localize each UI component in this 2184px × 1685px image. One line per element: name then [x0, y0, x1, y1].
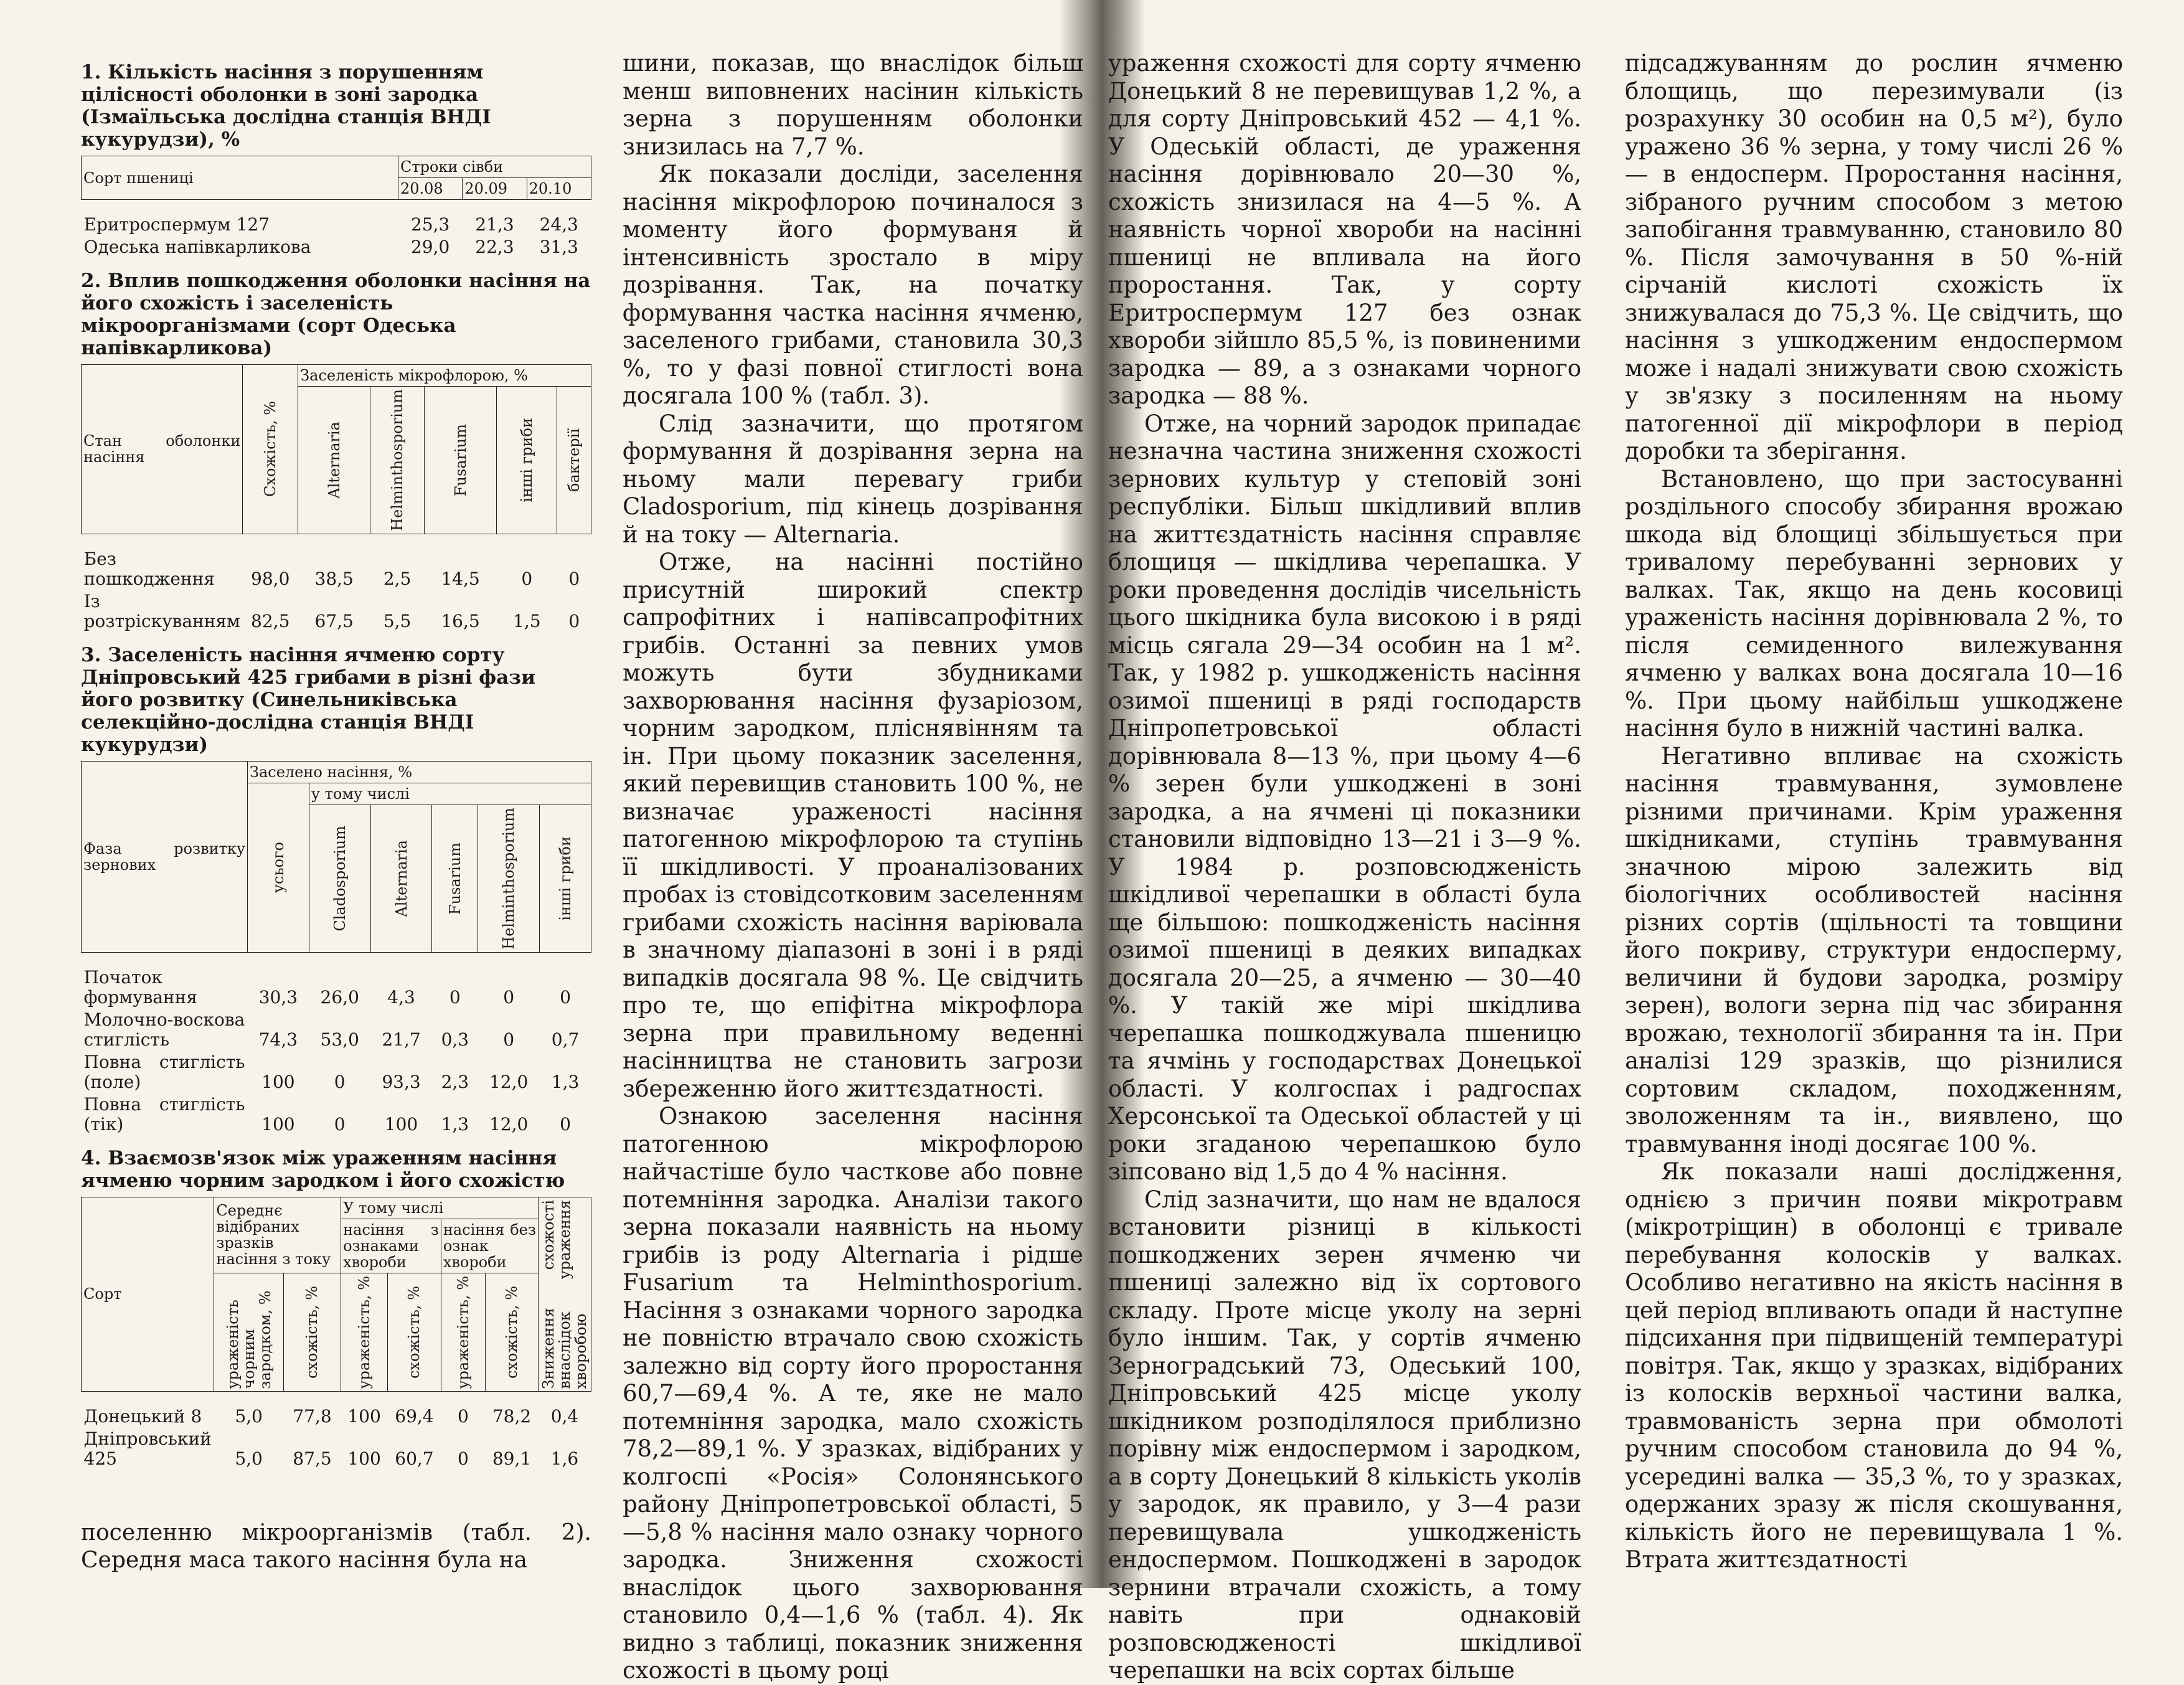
table4-header-sort: Сорт [82, 1197, 214, 1392]
cell: 0 [568, 610, 580, 631]
paragraph: Отже, на чорний зародок припадає незначна частина зниження схожості зернових культур у степовій зоні республіки. Більш шкідливий вплив на життєздатність насіння справляє блощиця — шкідлива черепашка. У роки проведення дослідів чисельність цього шкідника була високою і в ряді місць сягала 29—34 особин на 1 м². Так, у 1982 р. ушкодженість насіння озимої пшениці в ряді господарств Дніпропетровської області дорівнювала 8—13 %, при цьому 4—6 % зерен були ушкоджені в зоні зародка, а на ячмені ці показники становили відповідно 13—21 і 3—9 %. У 1984 р. розповсюдженість шкідливої черепашки в області була ще більшою: пошкодженість насіння озимої пшениці в деяких випадках досягала 20—25, а ячменю — 30—40 %. У такій же мірі шкідлива черепашка пошкоджувала пшеницю та ячмінь у господарствах Донецької області. У колгоспах і радгоспах Херсонської та Одеської областей у ці роки згаданою черепашкою було зіпсовано від 1,5 до 4 % насіння. [1108, 410, 1581, 1185]
paragraph: Отже, на насінні постійно присутній широкий спектр сапрофітних і напівсапрофітних грибів. Останні за певних умов можуть бути збудниками захворювання насіння фузаріозом, чорним зародком, пліснявінням та ін. При цьому показник заселення, який перевищив становить 100 %, не визначає ураженості насіння патогенною мікрофлорою та ступінь її шкідливості. У проаналізованих пробах із стовідсотковим заселенням грибами схожість насіння варіювала в значному діапазоні в зоні і в ряді випадків досягала 98 %. Це свідчить про те, що епіфітна мікрофлора зерна при правильному веденні насінництва не становить загрози збереженню його життєздатності. [623, 549, 1083, 1102]
table3-title: 3. Заселеність насіння ячменю сорту Дніпровський 425 грибами в різні фази його розвитку (Синельниківська селекційно-дослідна станція ВНДІ кукурудзи) [81, 643, 535, 756]
row-label: Повна стиглість (тік) [83, 1093, 245, 1135]
cell: 0,3 [441, 1029, 469, 1050]
table4-header-without: насіння без ознак хвороби [441, 1219, 538, 1273]
table1-date: 20.10 [527, 178, 591, 200]
row-label: Одеська напівкарликова [83, 237, 311, 257]
cell: 74,3 [258, 1029, 298, 1050]
row-label: Повна стиглість (поле) [83, 1051, 245, 1092]
cell: 5,5 [383, 610, 412, 631]
table2-header-germ: Схожість, % [261, 401, 280, 498]
table1-header-dates: Строки сівби [398, 156, 591, 178]
cell: 0 [458, 1448, 469, 1470]
cell: 0,4 [550, 1406, 579, 1427]
table1-title: 1. Кількість насіння з порушенням цілісності оболонки в зоні зародка (Ізмаїльська дослідна станція ВНДІ кукурудзи), % [81, 61, 491, 151]
table2 [81, 364, 591, 633]
cell: 14,5 [441, 568, 480, 589]
table3 [81, 761, 591, 1136]
cell: 100 [384, 1113, 418, 1135]
cell: 98,0 [251, 568, 290, 589]
cell: 5,0 [235, 1406, 263, 1427]
cell: 12,0 [489, 1071, 529, 1092]
cell: 82,5 [251, 610, 290, 631]
table4-title: 4. Взаємозв'язок між ураженням насіння ячменю чорним зародком і його схожістю [81, 1146, 565, 1192]
row-label: Молочно-воскова стиглість [83, 1009, 245, 1050]
table-row [82, 1009, 591, 1051]
table4-header-drop: Зниження схожості внаслідок ураження хворобою [539, 1199, 590, 1389]
cell: 0,7 [551, 1029, 580, 1050]
cell: 1,6 [550, 1448, 579, 1470]
paragraph: шини, показав, що внаслідок більш менш виповнених насінин кількість зерна з порушенням оболонки знизилась на 7,7 %. [623, 50, 1083, 160]
table-row [82, 590, 591, 633]
table4-col: схожість, % [303, 1285, 321, 1379]
cell: 1,5 [513, 610, 541, 631]
paragraph: ураження схожості для сорту ячменю Донецький 8 не перевищував 1,2 %, а для сорту Дніпровський 452 — 4,1 %. У Одеській області, де ураження насіння дорівнювало 20—30 %, схожість знизилася на 4—5 %. А наявність чорної хвороби на насінні пшениці не впливала на його проростання. Так, у сорту Еритроспермум 127 без ознак хвороби зійшло 85,5 %, із повиненими зародка — 89, а з ознаками чорного зародка — 88 %. [1108, 50, 1581, 409]
cell: 67,5 [314, 610, 354, 631]
cell: 69,4 [395, 1406, 434, 1427]
paragraph: Ознакою заселення насіння патогенною мікрофлорою найчастіше було часткове або повне потемніння зародка. Аналізи такого зерна показали наявність на ньому грибів із роду Alternaria і рідше Fusarium та Helminthosporium. Насіння з ознаками чорного зародка не повністю втрачало свою схожість залежно від сорту його проростання 60,7—69,4 %. А те, яке не мало потемніння зародка, мало схожість 78,2—89,1 %. У зразках, відібраних у колгоспі «Росія» Солонянського району Дніпропетровської області, 5—5,8 % насіння мало ознаку чорного зародка. Зниження схожості внаслідок цього захворювання становило 0,4—1,6 % (табл. 4). Як видно з таблиці, показник зниження схожості в цьому році [623, 1103, 1083, 1684]
text-column-2 [623, 50, 1083, 1685]
table3-header-incl: у тому числі [309, 783, 591, 805]
cell: 0 [560, 986, 571, 1008]
cell: 26,0 [320, 986, 359, 1008]
cell: 29,0 [410, 237, 450, 257]
table4-col: схожість, % [503, 1285, 520, 1379]
table4-header-incl: У тому числі [341, 1197, 539, 1219]
text-column-3 [1108, 50, 1581, 1685]
cell: 0 [521, 568, 533, 589]
table4-header-avg: Середнє відібраних зразків насіння з току [214, 1197, 341, 1273]
table4-col: ураженість, % [355, 1275, 374, 1389]
row-label: Із розтріскуванням [83, 590, 240, 631]
table4-header-with: насіння з ознаками хвороби [341, 1219, 441, 1273]
paragraph: Слід зазначити, що нам не вдалося встановити різниці в кількості пошкоджених зерен ячменю чи пшениці залежно від їх сортового складу. Проте місце уколу на зерні було іншим. Так, у сортів ячменю Зерноградський 73, Одеський 100, Дніпровський 425 місце уколу шкідником розподілялося приблизно порівну між ендоспермом і зародком, а в сорту Донецький 8 кількість уколів у зародок, як правило, у 3—4 рази перевищувала ушкодженість ендоспермом. Пошкоджені в зародок зернини втрачали схожість, а тому навіть при однаковій розповсюдженості шкідливої черепашки на всіх сортах більше [1108, 1186, 1581, 1684]
cell: 5,0 [235, 1448, 263, 1470]
cell: 100 [347, 1406, 381, 1427]
text-column-4 [1625, 50, 2123, 1574]
cell: 53,0 [320, 1029, 359, 1050]
cell: 2,3 [441, 1071, 469, 1092]
paragraph: Як показали досліди, заселення насіння мікрофлорою починалося з моменту його формуваня й інтенсивність зростало в міру дозрівання. Так, на початку формування частка насіння ячменю, заселеного грибами, становила 30,3 %, то у фазі повної стиглості вона досягала 100 % (табл. 3). [623, 161, 1083, 409]
table3-header-phase: Фаза розвитку зернових [82, 761, 248, 952]
paragraph: Негативно впливає на схожість насіння травмування, зумовлене різними причинами. Крім ураження шкідниками, ступінь травмування значною мірою залежить від біологічних особливостей насіння різних сортів (щільності та товщини його покриву, структури ендосперму, величини й будови зародка, розміру зерен), вологи зерна під час збирання врожаю, технології збирання та ін. При аналізі 129 зразків, що різнилися сортовим складом, походженням, зволоженням та ін., виявлено, що травмування іноді досягає 100 %. [1625, 742, 2123, 1158]
table1 [81, 156, 591, 258]
cell: 0 [503, 1029, 515, 1050]
row-label: Без пошкодження [83, 548, 215, 589]
cell: 93,3 [382, 1071, 421, 1092]
cell: 21,7 [382, 1029, 421, 1050]
table2-header-state: Стан оболонки насіння [82, 365, 243, 534]
cell: 12,0 [489, 1113, 529, 1135]
table4-col: схожість, % [405, 1285, 423, 1379]
table1-date: 20.08 [398, 178, 462, 200]
table-row [82, 1392, 591, 1428]
table-row [82, 1428, 591, 1470]
paragraph: Слід зазначити, що протягом формування й дозрівання зерна на ньому мали перевагу гриби Cladosporium, під кінець дозрівання й на току — Alternaria. [623, 410, 1083, 548]
paragraph: Як показали наші дослідження, однією з причин появи мікротравм (мікротріщин) в оболонці є тривале перебування колосків у валках. Особливо негативно на якість насіння в цей період впливають опади й наступне підсихання при підвищеній температурі повітря. Так, якщо у зразках, відібраних із колосків верхньої частини валка, травмованість зерна при обмолоті ручним способом становила до 94 %, усередині валка — 35,3 %, то у зразках, одержаних зразу ж після скошування, кількість його не перевищувала 1 %. Втрата життєздатності [1625, 1158, 2123, 1573]
table4 [81, 1197, 591, 1471]
cell: 100 [261, 1071, 295, 1092]
cell: 1,3 [551, 1071, 580, 1092]
table4-col: ураженість чорним зародком, % [224, 1290, 274, 1389]
cell: 0 [560, 1113, 571, 1135]
table3-col: Alternaria [392, 839, 410, 917]
cell: 30,3 [258, 986, 298, 1008]
cell: 60,7 [395, 1448, 434, 1470]
cell: 89,1 [492, 1448, 532, 1470]
cell: 21,3 [475, 214, 514, 235]
cell: 100 [347, 1448, 381, 1470]
cell: 25,3 [410, 214, 450, 235]
cell: 4,3 [387, 986, 415, 1008]
cell: 2,5 [383, 568, 412, 589]
paragraph: Встановлено, що при застосуванні роздільного способу збирання врожаю шкода від блощиці збільшується при тривалому перебуванні зернових у валках. Так, якщо на день косовиці ураженість насіння дорівнювала 2 %, то після семиденного вилежування ячменю у валках вона досягала 10—16 %. При цьому найбільш ушкоджене насіння було в нижній частині валка. [1625, 465, 2123, 742]
row-label: Початок формування [83, 966, 197, 1008]
table1-header-sort: Сорт пшениці [82, 156, 398, 200]
cell: 0 [568, 568, 580, 589]
cell: 16,5 [441, 610, 480, 631]
table3-col: Fusarium [446, 842, 464, 915]
table-row [82, 534, 591, 590]
paragraph: підсаджуванням до рослин ячменю блощиць, що перезимували (із розрахунку 30 особин на 0,5 м²), було уражено 36 % зерна, у тому числі 26 % — в ендосперм. Проростання насіння, зібраного ручним способом з метою запобігання травмуванню, становило 80 %. Після замочування в 50 %-ній сірчаній кислоті схожість їх знижувалася до 75,3 %. Це свідчить, що насіння з ушкодженим ендоспермом може і надалі знижувати свою схожість у зв'язку з посиленням на ньому патогенної дії мікрофлори в період доробки та зберігання. [1625, 50, 2123, 465]
cell: 0 [503, 986, 515, 1008]
column1-tail-text: поселенню мікроорганізмів (табл. 2). Середня маса такого насіння була на [81, 1520, 591, 1573]
table2-col: інші гриби [518, 418, 536, 503]
table4-col: ураженість, % [454, 1275, 472, 1389]
row-label: Еритроспермум 127 [83, 214, 270, 235]
tables-column [81, 50, 591, 1476]
cell: 100 [261, 1113, 295, 1135]
table2-title: 2. Вплив пошкодження оболонки насіння на його схожість і заселеність мікроорганізмами (сорт Одеська напівкарликова) [81, 270, 591, 359]
table-row [82, 236, 591, 258]
table2-col: Helminthosporium [388, 389, 407, 531]
table-row [82, 1051, 591, 1093]
cell: 38,5 [314, 568, 354, 589]
cell: 77,8 [293, 1406, 332, 1427]
table2-col: Alternaria [325, 422, 343, 499]
table3-col: Helminthosporium [500, 807, 518, 950]
cell: 0 [458, 1406, 469, 1427]
cell: 1,3 [441, 1113, 469, 1135]
table-row [82, 1093, 591, 1136]
table3-col: Cladosporium [331, 825, 349, 932]
table2-col: бактерії [565, 428, 583, 492]
table3-header-pop: Заселено насіння, % [248, 761, 591, 783]
row-label: Дніпровський 425 [83, 1428, 212, 1470]
table-row [82, 952, 591, 1009]
cell: 0 [449, 986, 461, 1008]
cell: 22,3 [475, 237, 514, 257]
table-row [82, 200, 591, 237]
cell: 78,2 [492, 1406, 532, 1427]
table2-header-pop: Заселеність мікрофлорою, % [298, 365, 591, 387]
cell: 0 [334, 1071, 346, 1092]
row-label: Донецький 8 [83, 1406, 202, 1427]
table3-header-total: усього [269, 842, 287, 894]
cell: 24,3 [539, 214, 578, 235]
table2-col: Fusarium [451, 423, 469, 496]
cell: 31,3 [539, 237, 578, 257]
cell: 0 [334, 1113, 346, 1135]
cell: 87,5 [293, 1448, 332, 1470]
table1-date: 20.09 [463, 178, 527, 200]
table3-col: інші гриби [557, 836, 575, 921]
